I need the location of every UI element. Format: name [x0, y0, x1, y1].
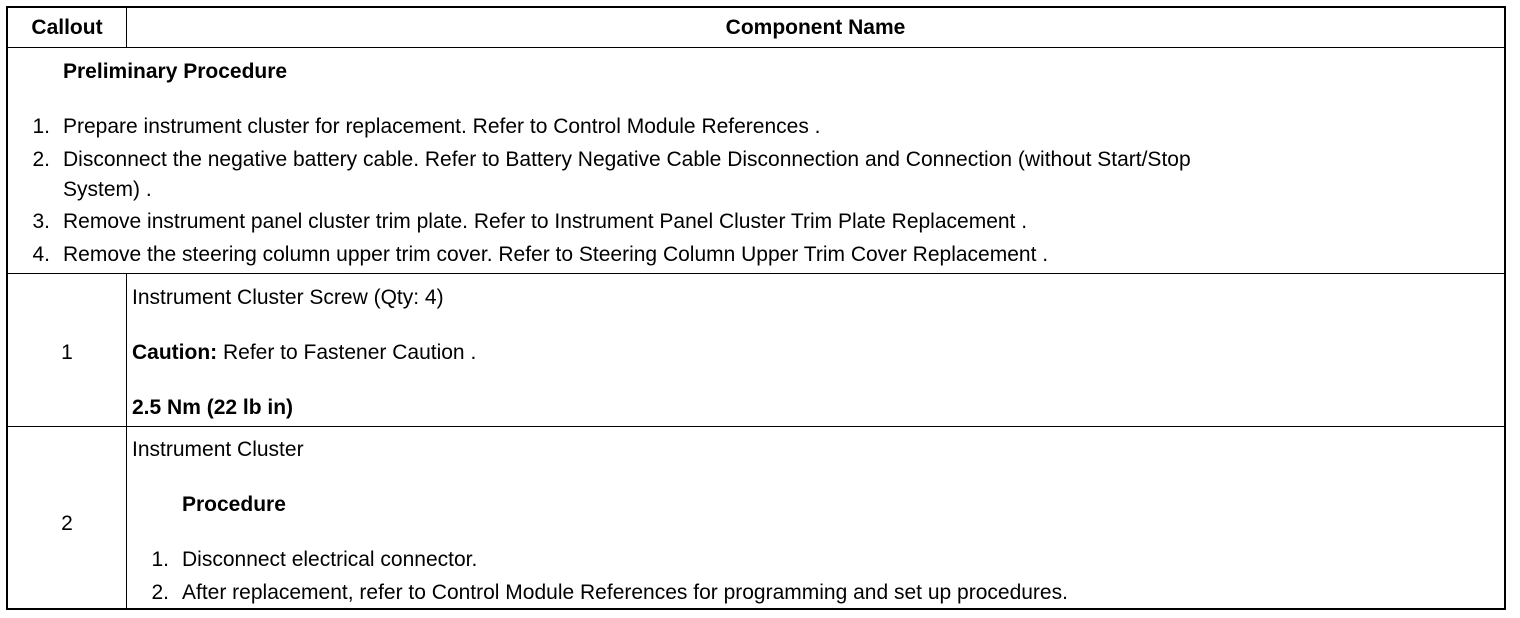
caution-text: Refer to Fastener Caution .: [217, 341, 477, 364]
preliminary-step-text: Disconnect the negative battery cable. Refer to Battery Negative Cable Disconnection and Connection (without Start/Stop: [63, 148, 1191, 171]
header-component-name: Component Name: [725, 16, 906, 39]
preliminary-title: Preliminary Procedure: [63, 60, 288, 83]
procedure-step-text: After replacement, refer to Control Module References for programming and set up procedures.: [182, 581, 1068, 604]
body-column-divider: [126, 273, 127, 608]
preliminary-divider: [8, 273, 1504, 274]
component-name: Instrument Cluster Screw (Qty: 4): [132, 286, 444, 309]
preliminary-step-number: 3.: [32, 210, 50, 233]
torque-spec: 2.5 Nm (22 lb in): [132, 396, 294, 419]
component-name: Instrument Cluster: [132, 438, 304, 461]
procedure-step-text: Disconnect electrical connector.: [182, 548, 478, 571]
preliminary-step-text: Remove the steering column upper trim cover. Refer to Steering Column Upper Trim Cover Replacement .: [63, 243, 1049, 266]
preliminary-step-text: Remove instrument panel cluster trim plate. Refer to Instrument Panel Cluster Trim Plate Replacement .: [63, 210, 1028, 233]
caution-label: Caution:: [132, 341, 218, 364]
row-divider: [8, 426, 1504, 427]
row-callout: 2: [61, 512, 73, 535]
procedure-step-number: 2.: [151, 581, 169, 604]
component-table: [6, 6, 1506, 610]
procedure-title: Procedure: [182, 493, 286, 516]
preliminary-step-text-continued: System) .: [63, 178, 152, 201]
preliminary-step-number: 1.: [32, 115, 50, 138]
header-callout: Callout: [31, 16, 103, 39]
preliminary-step-text: Prepare instrument cluster for replacement. Refer to Control Module References .: [63, 115, 821, 138]
header-divider: [8, 47, 1504, 48]
row-callout: 1: [61, 341, 73, 364]
caution-note: [132, 341, 476, 365]
preliminary-step-number: 4.: [32, 243, 50, 266]
procedure-step-number: 1.: [151, 548, 169, 571]
preliminary-step-number: 2.: [32, 148, 50, 171]
